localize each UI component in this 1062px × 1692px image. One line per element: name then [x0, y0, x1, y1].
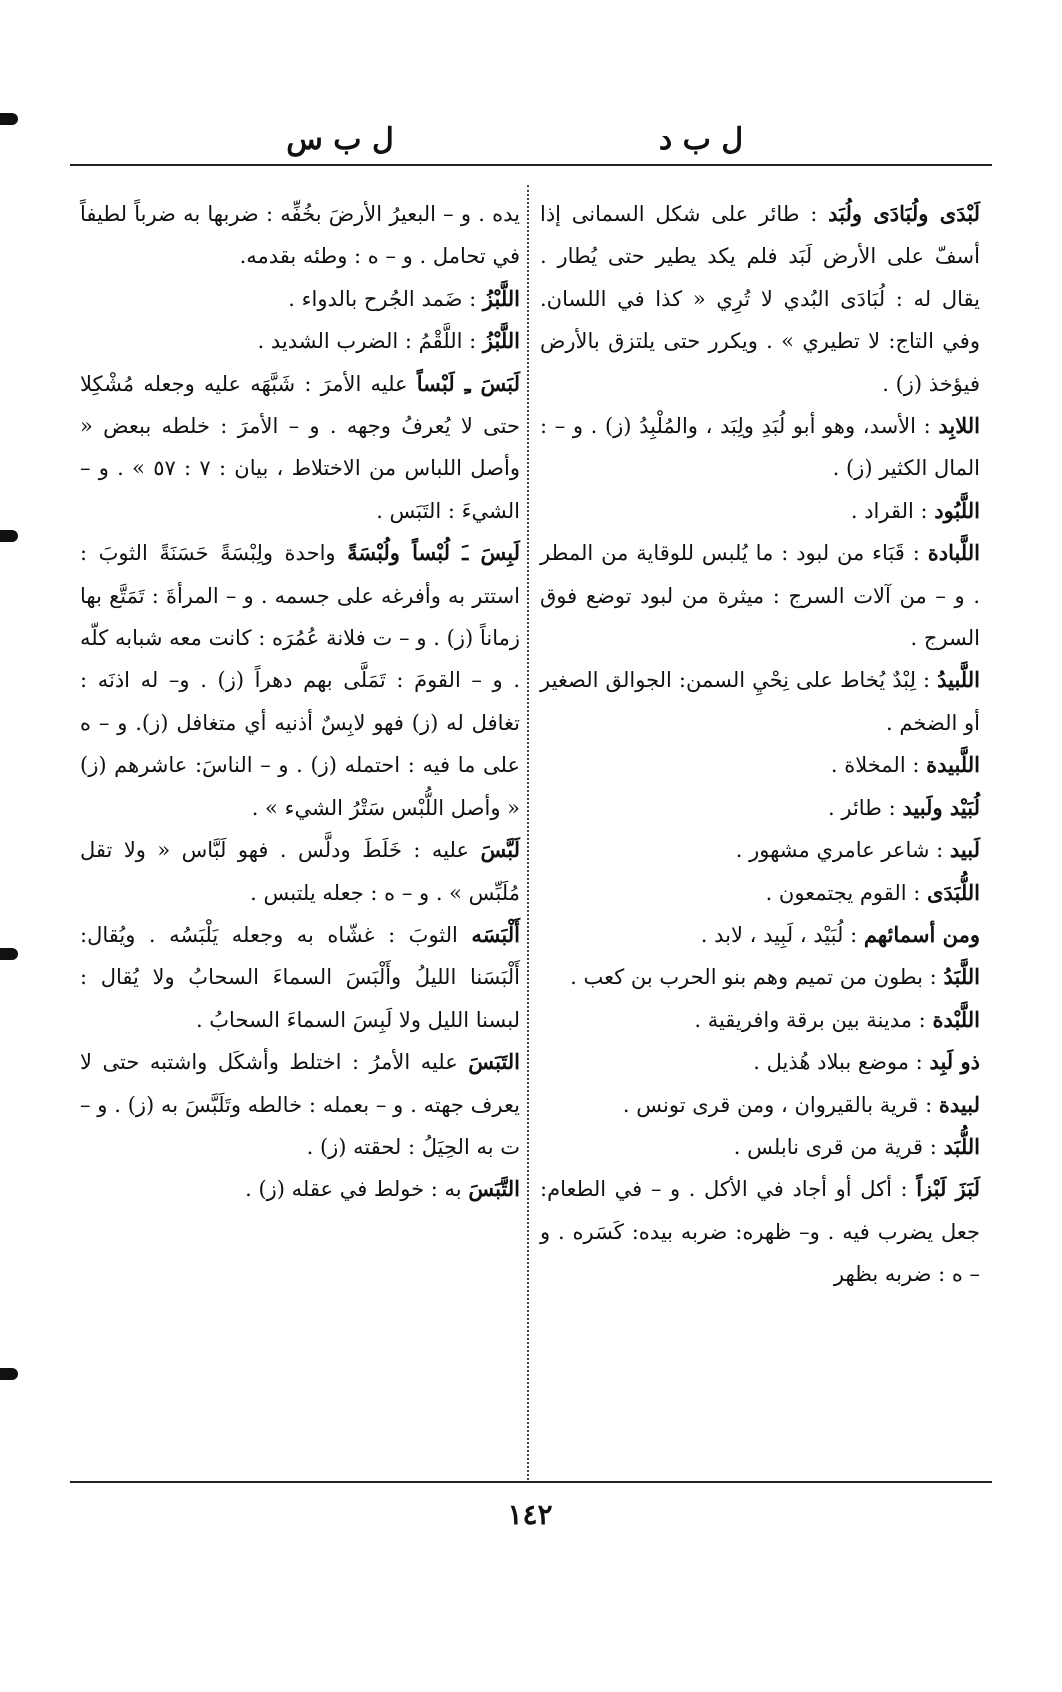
dictionary-entry — [540, 405, 980, 490]
dictionary-entry — [80, 532, 520, 829]
entry-headword: لَبْدَى ولُبَادَى ولُبَد — [828, 201, 981, 226]
entry-headword: اللَّبْدة — [932, 1006, 980, 1032]
left-column — [80, 193, 520, 1211]
dictionary-entry — [540, 787, 980, 829]
entry-headword: اللَّبْزُ — [482, 328, 520, 354]
margin-mark-icon — [0, 948, 18, 960]
dictionary-entry — [540, 532, 980, 659]
entry-headword: التَّبَسَ — [468, 1176, 520, 1202]
entry-headword: اللُّبَدَى — [927, 879, 980, 905]
entry-definition: : لُبَيْد ، لَبِيد ، لابد . — [700, 922, 858, 947]
entry-definition: واحدة ولِبْسَةً حَسَنَةً الثوبَ : استتر به وأفرغه على جسمه . و – المرأةَ : تَمَتَّع بها زماناً (ز) . و – ت فلانة عُمُرَه : كانت معه شبابه كلّه . و – القومَ : تَمَلَّى بهم دهراً (ز) . و– له اذنَه : تغافل له (ز) فهو لابِسٌ أذنيه أي متغافل (ز). و – ه على ما فيه : احتمله (ز) . و – الناسَ: عاشرهم (ز) « وأصل اللُّبْس سَتْرُ الشيء » . — [80, 541, 521, 820]
entry-headword: ذو لَبِد — [929, 1049, 980, 1075]
running-header-left: ل ب س — [286, 122, 394, 157]
entry-definition: : المخلاة . — [830, 753, 920, 778]
entry-definition: : لِبْدٌ يُخاط على نِحْيِ السمن: الجوالق الصغير أو الضخم . — [540, 668, 980, 735]
dictionary-entry — [80, 320, 520, 362]
entry-headword: لَبَزَ لَبْزاً — [916, 1176, 980, 1202]
entry-definition: : أكل أو أجاد في الأكل . و – في الطعام: جعل يضرب فيه . و– ظهره: ضربه بيده: كَسَره . و – ه : ضربه بظهر — [540, 1177, 980, 1287]
page-number: ١٤٢ — [507, 1498, 553, 1531]
entry-definition: : ضَمد الجُرح بالدواء . — [288, 286, 477, 311]
margin-mark-icon — [0, 530, 18, 542]
entry-definition: يده . و – البعيرُ الأرضَ بخُفِّه : ضربها به ضرباً لطيفاً في تحامل . و – ه : وطئه بقدمه. — [80, 202, 520, 269]
dictionary-entry — [540, 490, 980, 532]
entry-headword: ومن أسمائهم — [863, 921, 980, 947]
entry-definition: عليه الأمرُ : اختلط وأشكَل واشتبه حتى لا يعرف جهته . و – بعمله : خالطه وتَلَبَّسَ به (ز) . و – ت به الحِيَلُ : لحقته (ز) . — [80, 1050, 520, 1159]
entry-headword: لَبيد — [949, 837, 980, 863]
entry-definition: : موضع ببلاد هُذيل . — [753, 1050, 923, 1075]
dictionary-entry — [80, 193, 520, 278]
entry-definition: : القوم يجتمعون . — [765, 880, 921, 905]
entry-definition: عليه الأمرَ : شَبَّهَه عليه وجعله مُشْكِلا حتى لا يُعرفُ وجهه . و – الأمرَ : خلطه ببعض « وأصل اللباس من الاختلاط ، بيان : ٧ : ٥٧ » . و – الشيءَ : التَبَس . — [80, 371, 520, 523]
entry-definition: : الأسد، وهو أبو لُبَدِ ولِبَد ، والمُلْبِدُ (ز) . و – : المال الكثير (ز) . — [540, 414, 980, 481]
entry-headword: اللَّبُود — [934, 497, 980, 523]
dictionary-entry — [80, 363, 520, 533]
entry-headword: لَبِسَ ـَ لُبْساً ولُبْسَةً — [347, 540, 520, 566]
entry-headword: لُبَيْد ولَبيد — [902, 794, 980, 820]
dictionary-entry — [540, 193, 980, 405]
right-column — [540, 193, 980, 1296]
margin-mark-icon — [0, 113, 18, 125]
dictionary-entry — [540, 744, 980, 786]
dictionary-entry — [540, 956, 980, 998]
entry-definition: : اللَّقْمُ : الضرب الشديد . — [257, 329, 477, 354]
entry-headword: اللُّبَد — [943, 1133, 980, 1159]
entry-headword: لَبَسَ ـِ لَبْساً — [416, 370, 520, 396]
entry-headword: لبيدة — [938, 1091, 980, 1117]
entry-headword: اللَّبيدُ — [937, 667, 980, 693]
entry-definition: : طائر . — [828, 795, 896, 820]
dictionary-entry — [540, 1126, 980, 1168]
entry-definition: به : خولط في عقله (ز) . — [245, 1177, 462, 1202]
margin-mark-icon — [0, 1368, 18, 1380]
dictionary-entry — [540, 914, 980, 956]
dictionary-entry — [80, 914, 520, 1041]
footer-rule — [70, 1481, 992, 1483]
dictionary-entry — [540, 1168, 980, 1295]
dictionary-entry — [540, 1084, 980, 1126]
entry-headword: لَبَّسَ — [480, 837, 520, 863]
dictionary-entry — [540, 829, 980, 871]
entry-definition: : مدينة بين برقة وافريقية . — [694, 1007, 926, 1032]
entry-definition: : بطون من تميم وهم بنو الحرب بن كعب . — [570, 965, 937, 990]
header-rule — [70, 164, 992, 166]
entry-definition: : قرية من قرى نابلس . — [733, 1134, 937, 1159]
entry-definition: : قَبَاء من لبود : ما يُلبس للوقاية من المطر . و – من آلات السرج : ميثرة من لبود توضع فوق السرج . — [540, 541, 980, 651]
entry-definition: : طائر على شكل السمانى إذا أسفّ على الأرض لَبَد فلم يكد يطير حتى يُطار . يقال له : لُبَادَى البُدي لا تُرِي « كذا في اللسان. وفي التاج: لا تطيري » . ويكرر حتى يلتزق بالأرض فيؤخذ (ز) . — [540, 202, 980, 396]
entry-headword: اللابِد — [938, 413, 980, 439]
entry-definition: الثوبَ : غشّاه به وجعله يَلْبَسُه . ويُقال: أَلْبَسَنا الليلُ وأَلْبَسَ السماءَ السحابُ ولا يُقال : لبسنا الليل ولا لَبِسَ السماءَ السحابُ . — [80, 922, 520, 1032]
entry-headword: اللَّبْزُ — [482, 285, 520, 311]
entry-headword: اللَّبَدُ — [943, 964, 980, 990]
entry-headword: التَبَسَ — [468, 1049, 520, 1075]
entry-headword: اللَّبيدة — [926, 752, 980, 778]
dictionary-entry — [80, 1168, 520, 1210]
entry-definition: : قرية بالقيروان ، ومن قرى تونس . — [622, 1092, 933, 1117]
dictionary-entry — [540, 659, 980, 744]
entry-headword: أَلْبَسَه — [471, 921, 520, 947]
dictionary-entry — [80, 1041, 520, 1168]
running-header-right: ل ب د — [658, 122, 744, 157]
entry-headword: اللَّبادة — [927, 540, 980, 566]
entry-definition: : القراد . — [850, 498, 928, 523]
dictionary-entry — [80, 278, 520, 320]
dictionary-entry — [80, 829, 520, 914]
dictionary-entry — [540, 1041, 980, 1083]
entry-definition: : شاعر عامري مشهور . — [735, 838, 944, 863]
dictionary-entry — [540, 999, 980, 1041]
column-divider — [527, 185, 529, 1480]
dictionary-entry — [540, 872, 980, 914]
entry-definition: عليه : خَلَطَ ودلَّس . فهو لَبَّاس « ولا تقل مُلَبِّس » . و – ه : جعله يلتبس . — [80, 838, 520, 905]
